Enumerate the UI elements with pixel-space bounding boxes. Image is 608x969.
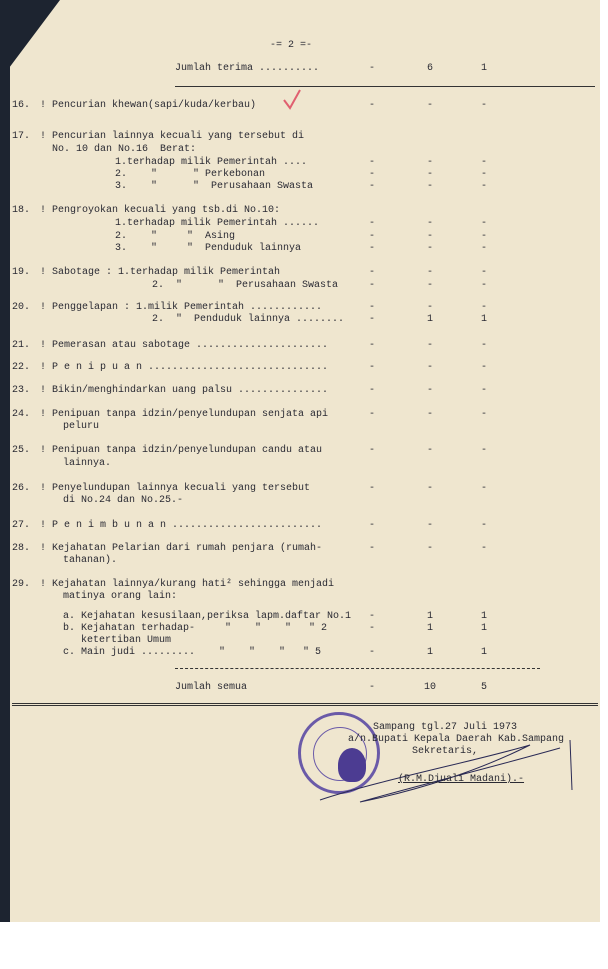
- item-value: -: [368, 243, 375, 254]
- divider: [175, 668, 540, 669]
- item-value: -: [368, 231, 375, 242]
- item-label: matinya orang lain:: [63, 591, 178, 602]
- item-label: P e n i m b u n a n .........................: [52, 520, 323, 531]
- item-value: -: [480, 267, 487, 278]
- item-value: -: [480, 243, 487, 254]
- item-value: 1: [426, 314, 433, 325]
- item-value: -: [368, 409, 375, 420]
- item-value: -: [480, 445, 487, 456]
- double-divider: [12, 703, 598, 706]
- item-value: -: [368, 611, 375, 622]
- item-label: Pemerasan atau sabotage ......................: [52, 340, 329, 351]
- item-value: -: [480, 385, 487, 396]
- item-number: 18.: [12, 205, 31, 216]
- item-label: Penyelundupan lainnya kecuali yang tersebut: [52, 483, 311, 494]
- column-separator: !: [40, 445, 47, 456]
- item-value: -: [368, 385, 375, 396]
- column-separator: !: [40, 520, 47, 531]
- item-label: 1.terhadap milik Pemerintah ....: [115, 157, 308, 168]
- folded-corner: [0, 0, 60, 80]
- item-value: -: [368, 302, 375, 313]
- item-value: -: [368, 169, 375, 180]
- column-separator: !: [40, 409, 47, 420]
- item-value: -: [426, 483, 433, 494]
- item-number: 29.: [12, 579, 31, 590]
- item-label: Kejahatan lainnya/kurang hati² sehingga menjadi: [52, 579, 335, 590]
- item-value: -: [480, 169, 487, 180]
- signature-on-behalf: a/n.Bupati Kepala Daerah Kab.Sampang: [348, 734, 565, 745]
- item-label: Pengroyokan kecuali yang tsb.di No.10:: [52, 205, 281, 216]
- item-value: -: [426, 231, 433, 242]
- item-label: Sabotage : 1.terhadap milik Pemerintah: [52, 267, 281, 278]
- checkmark-icon: [282, 88, 302, 110]
- item-value: -: [368, 340, 375, 351]
- signature-role: Sekretaris,: [412, 746, 479, 757]
- item-value: -: [480, 100, 487, 111]
- item-value: -: [426, 218, 433, 229]
- item-value: -: [368, 362, 375, 373]
- item-label: 2. " " Perkebonan: [115, 169, 266, 180]
- item-label: No. 10 dan No.16 Berat:: [52, 144, 197, 155]
- item-label: 3. " " Penduduk lainnya: [115, 243, 302, 254]
- item-value: -: [480, 543, 487, 554]
- item-value: -: [368, 543, 375, 554]
- item-value: -: [480, 280, 487, 291]
- item-value: -: [426, 409, 433, 420]
- item-value: 1: [426, 623, 433, 634]
- item-value: 1: [480, 647, 487, 658]
- item-label: 3. " " Perusahaan Swasta: [115, 181, 314, 192]
- item-value: -: [368, 181, 375, 192]
- scanner-edge: [0, 0, 10, 922]
- item-number: 25.: [12, 445, 31, 456]
- item-number: 27.: [12, 520, 31, 531]
- total-label: Jumlah semua: [175, 682, 248, 693]
- item-value: -: [368, 623, 375, 634]
- item-number: 16.: [12, 100, 31, 111]
- item-label: b. Kejahatan terhadap- " " " " 2: [63, 623, 328, 634]
- signatory-name: (R.M.Djuali Madani).-: [398, 774, 525, 785]
- received-value: 1: [480, 63, 487, 74]
- item-value: 1: [480, 611, 487, 622]
- column-separator: !: [40, 362, 47, 373]
- item-value: -: [368, 647, 375, 658]
- item-label: 2. " " Perusahaan Swasta: [152, 280, 339, 291]
- item-value: -: [368, 483, 375, 494]
- item-number: 24.: [12, 409, 31, 420]
- item-value: -: [480, 302, 487, 313]
- item-value: -: [368, 445, 375, 456]
- item-label: Pencurian khewan(sapi/kuda/kerbau): [52, 100, 257, 111]
- item-value: -: [480, 409, 487, 420]
- item-label: Pencurian lainnya kecuali yang tersebut di: [52, 131, 305, 142]
- item-value: 1: [426, 611, 433, 622]
- item-value: -: [368, 520, 375, 531]
- column-separator: !: [40, 340, 47, 351]
- item-value: -: [368, 267, 375, 278]
- column-separator: !: [40, 385, 47, 396]
- item-value: 1: [480, 623, 487, 634]
- item-number: 20.: [12, 302, 31, 313]
- item-value: -: [426, 100, 433, 111]
- item-number: 21.: [12, 340, 31, 351]
- item-label: P e n i p u a n ..............................: [52, 362, 329, 373]
- item-value: -: [368, 314, 375, 325]
- item-value: -: [426, 520, 433, 531]
- item-number: 19.: [12, 267, 31, 278]
- item-label: Penipuan tanpa idzin/penyelundupan candu atau: [52, 445, 323, 456]
- item-label: a. Kejahatan kesusilaan,periksa lapm.daftar No.1: [63, 611, 352, 622]
- item-label: Kejahatan Pelarian dari rumah penjara (rumah-: [52, 543, 323, 554]
- column-separator: !: [40, 100, 47, 111]
- item-value: -: [426, 280, 433, 291]
- item-value: -: [426, 267, 433, 278]
- column-separator: !: [40, 483, 47, 494]
- item-value: -: [426, 181, 433, 192]
- item-value: -: [480, 340, 487, 351]
- item-label: peluru: [63, 421, 100, 432]
- column-separator: !: [40, 543, 47, 554]
- item-number: 22.: [12, 362, 31, 373]
- item-value: -: [480, 483, 487, 494]
- item-value: -: [426, 445, 433, 456]
- item-value: -: [426, 340, 433, 351]
- item-number: 23.: [12, 385, 31, 396]
- item-value: -: [480, 520, 487, 531]
- total-value: -: [368, 682, 375, 693]
- received-value: -: [368, 63, 375, 74]
- total-value: 5: [480, 682, 487, 693]
- received-label: Jumlah terima ..........: [175, 63, 320, 74]
- item-value: -: [480, 157, 487, 168]
- column-separator: !: [40, 267, 47, 278]
- item-label: c. Main judi ......... " " " " 5: [63, 647, 322, 658]
- item-value: 1: [480, 314, 487, 325]
- item-label: Penggelapan : 1.milik Pemerintah ............: [52, 302, 323, 313]
- column-separator: !: [40, 131, 47, 142]
- divider: [175, 86, 595, 87]
- column-separator: !: [40, 205, 47, 216]
- item-label: Penipuan tanpa idzin/penyelundupan senjata api: [52, 409, 329, 420]
- item-value: -: [368, 218, 375, 229]
- item-value: -: [426, 362, 433, 373]
- item-label: tahanan).: [63, 555, 118, 566]
- item-value: -: [480, 362, 487, 373]
- item-value: -: [426, 543, 433, 554]
- item-value: -: [426, 243, 433, 254]
- item-value: -: [368, 100, 375, 111]
- item-value: -: [368, 157, 375, 168]
- page-number: -= 2 =-: [270, 40, 313, 51]
- signature-place-date: Sampang tgl.27 Juli 1973: [373, 722, 518, 733]
- column-separator: !: [40, 579, 47, 590]
- item-value: -: [368, 280, 375, 291]
- item-value: 1: [426, 647, 433, 658]
- item-value: -: [426, 302, 433, 313]
- item-value: -: [426, 385, 433, 396]
- item-label: 2. " " Asing: [115, 231, 236, 242]
- item-number: 26.: [12, 483, 31, 494]
- item-label: di No.24 dan No.25.-: [63, 495, 184, 506]
- item-value: -: [480, 181, 487, 192]
- total-value: 10: [424, 682, 437, 693]
- item-number: 28.: [12, 543, 31, 554]
- column-separator: !: [40, 302, 47, 313]
- received-value: 6: [426, 63, 433, 74]
- item-value: -: [426, 169, 433, 180]
- item-label: 1.terhadap milik Pemerintah ......: [115, 218, 320, 229]
- item-value: -: [480, 231, 487, 242]
- item-value: -: [480, 218, 487, 229]
- item-label: 2. " Penduduk lainnya ........: [152, 314, 345, 325]
- item-label: Bikin/menghindarkan uang palsu ...............: [52, 385, 329, 396]
- item-label: lainnya.: [63, 458, 112, 469]
- item-label: ketertiban Umum: [63, 635, 172, 646]
- item-number: 17.: [12, 131, 31, 142]
- item-value: -: [426, 157, 433, 168]
